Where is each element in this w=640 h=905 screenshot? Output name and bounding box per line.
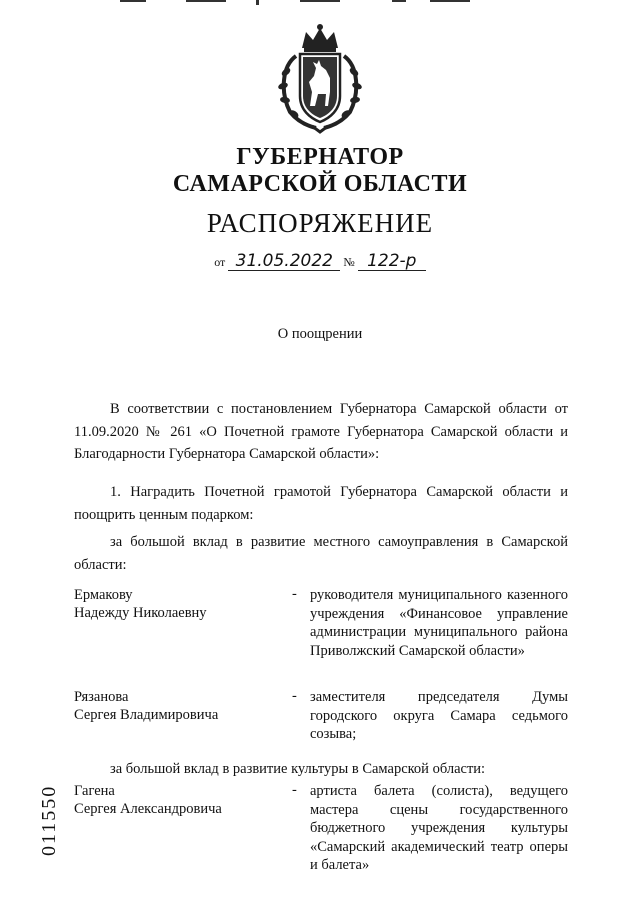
awardee-surname: Рязанова (74, 689, 129, 705)
side-serial-number (34, 760, 58, 856)
samara-coat-of-arms-icon (272, 22, 368, 134)
registration-line (0, 252, 640, 271)
awardee-surname: Ермакову (74, 587, 133, 603)
awardee-name (74, 688, 284, 724)
section-1-text: за большой вклад в развитие местного самоуправления в Самарской области: (74, 534, 568, 573)
awardee-row (74, 586, 568, 676)
awardee-row (74, 688, 568, 748)
subject-title: О поощрении (277, 326, 363, 342)
document-type: РАСПОРЯЖЕНИЕ (206, 208, 434, 238)
intro-text: В соответствии с постановлением Губернатора Самарской области от 11.09.2020 № 261 «О Почетной грамоте Губернатора Самарской области и Благодарности Губернатора Самарской области»: (74, 401, 568, 462)
awardee-given-names: Надежду Николаевну (74, 605, 207, 621)
section-1-paragraph (74, 531, 568, 576)
item-1-paragraph (74, 481, 568, 526)
awardee-given-names: Сергея Владимировича (74, 707, 219, 723)
section-2-paragraph (74, 758, 568, 781)
item-1-text: 1. Наградить Почетной грамотой Губернатора Самарской области и поощрить ценным подарком: (74, 484, 568, 523)
side-serial-text: 011550 (38, 784, 60, 856)
awardee-dash: - (292, 782, 297, 798)
awardee-dash: - (292, 688, 297, 704)
date-prefix: от (214, 255, 226, 269)
awardee-row (74, 782, 568, 882)
awardee-given-names: Сергея Александровича (74, 801, 222, 817)
date-value: 31.05.2022 (228, 252, 340, 271)
awardee-name (74, 586, 284, 622)
awardee-surname: Гагена (74, 783, 115, 799)
authority-line-1: ГУБЕРНАТОР (236, 144, 404, 170)
intro-paragraph (74, 398, 568, 466)
section-2-text: за большой вклад в развитие культуры в Самарской области: (110, 761, 486, 777)
scan-top-marks (0, 0, 640, 6)
awardee-position: заместителя председателя Думы городского округа Самара седьмого созыва; (310, 689, 568, 743)
number-value: 122-р (358, 252, 426, 271)
awardee-name (74, 782, 284, 818)
awardee-position: руководителя муниципального казенного учреждения «Финансовое управление администрации муниципального района Приволжский Самарской области» (310, 587, 568, 659)
awardee-dash: - (292, 586, 297, 602)
awardee-position: артиста балета (солиста), ведущего мастера сцены государственного бюджетного учреждения культуры «Самарский академический театр оперы и балета» (310, 783, 568, 874)
authority-line-2: САМАРСКОЙ ОБЛАСТИ (172, 171, 468, 197)
number-prefix: № (343, 255, 355, 269)
